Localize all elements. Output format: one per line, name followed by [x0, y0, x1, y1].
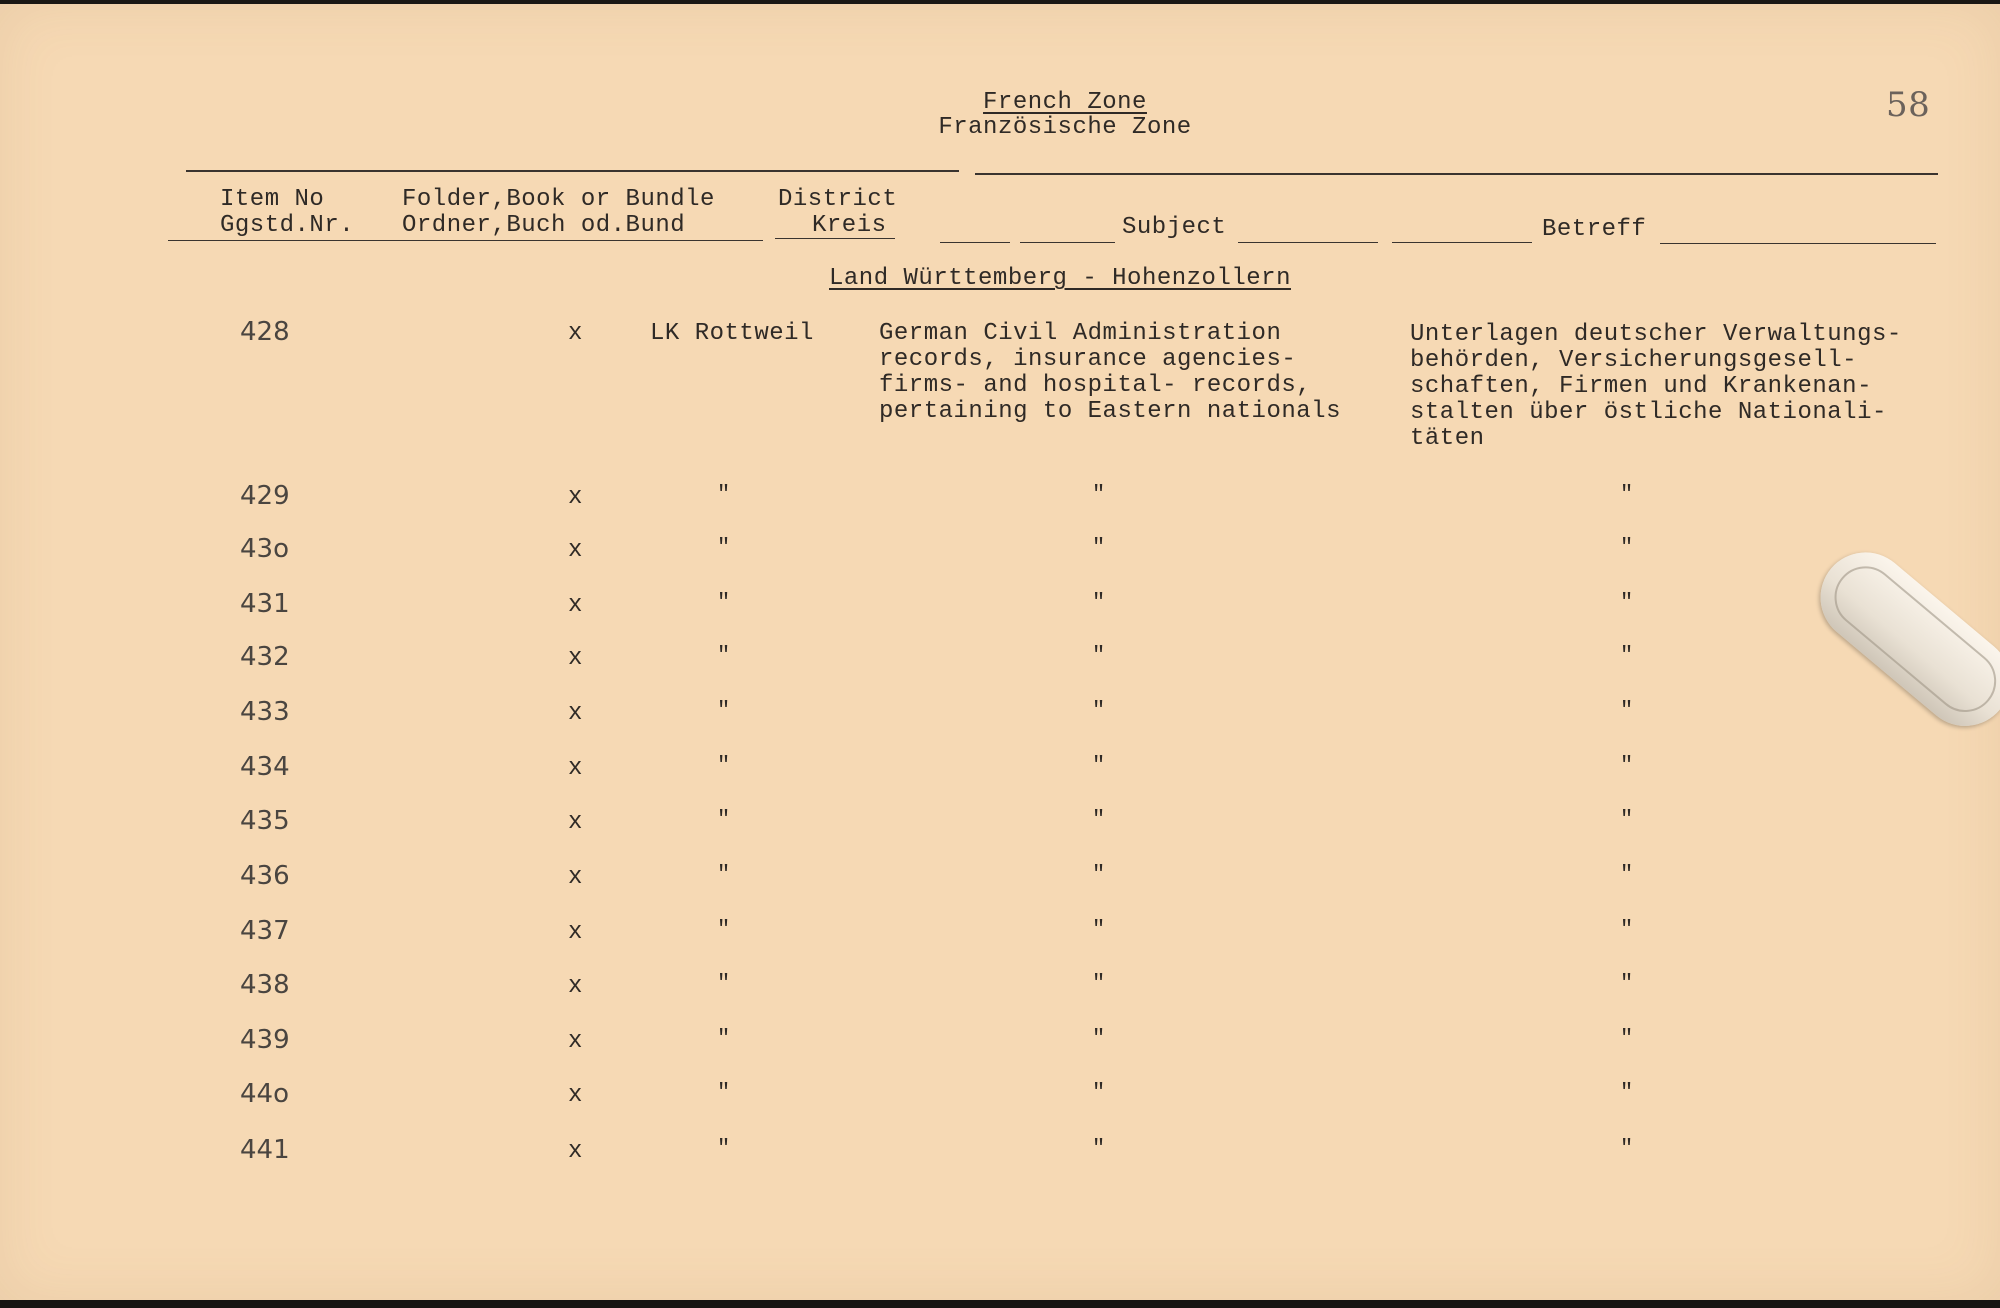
header-bottom-rule	[1392, 242, 1532, 243]
betreff-ditto: "	[1620, 807, 1634, 832]
betreff-ditto: "	[1620, 698, 1634, 723]
folder-mark: x	[568, 1138, 583, 1165]
folder-mark: x	[568, 864, 583, 891]
folder-mark: x	[568, 484, 583, 511]
district-ditto: "	[717, 482, 731, 507]
subject-line: German Civil Administration	[879, 320, 1282, 347]
subject-ditto: "	[1092, 590, 1106, 615]
subject-ditto: "	[1092, 482, 1106, 507]
betreff-line: behörden, Versicherungsgesell-	[1410, 347, 1858, 374]
betreff-ditto: "	[1620, 1026, 1634, 1051]
subject-ditto: "	[1092, 698, 1106, 723]
betreff-ditto: "	[1620, 1080, 1634, 1105]
column-header-folder-de: Ordner,Buch od.Bund	[402, 212, 686, 239]
district-ditto: "	[717, 1026, 731, 1051]
item-number: 439	[240, 1025, 290, 1055]
district-ditto: "	[717, 590, 731, 615]
bottom-edge	[0, 1300, 2000, 1308]
page-number: 58	[1886, 85, 1931, 125]
folder-mark: x	[568, 320, 583, 347]
subject-ditto: "	[1092, 1080, 1106, 1105]
district-ditto: "	[717, 535, 731, 560]
header-bottom-rule	[168, 240, 763, 241]
district-ditto: "	[717, 862, 731, 887]
folder-mark: x	[568, 645, 583, 672]
item-number: 44o	[240, 1079, 289, 1109]
item-number: 428	[240, 317, 290, 347]
betreff-ditto: "	[1620, 753, 1634, 778]
betreff-ditto: "	[1620, 862, 1634, 887]
betreff-ditto: "	[1620, 590, 1634, 615]
betreff-ditto: "	[1620, 482, 1634, 507]
item-number: 429	[240, 481, 290, 511]
betreff-line: täten	[1410, 425, 1485, 452]
subject-line: pertaining to Eastern nationals	[879, 398, 1341, 425]
header-bottom-rule	[1770, 243, 1936, 244]
page-title-de: Französische Zone	[938, 114, 1192, 141]
column-header-item-en: Item No	[220, 186, 325, 213]
subject-ditto: "	[1092, 1136, 1106, 1161]
item-number: 441	[240, 1135, 290, 1165]
header-bottom-rule	[775, 238, 895, 239]
betreff-ditto: "	[1620, 971, 1634, 996]
subject-ditto: "	[1092, 753, 1106, 778]
district-ditto: "	[717, 1080, 731, 1105]
section-title: Land Württemberg - Hohenzollern	[829, 265, 1291, 292]
folder-mark: x	[568, 755, 583, 782]
document-page	[0, 4, 2000, 1300]
header-bottom-rule	[1020, 242, 1115, 243]
column-header-subject: Subject	[1122, 214, 1227, 241]
folder-mark: x	[568, 592, 583, 619]
betreff-line: stalten über östliche Nationali-	[1410, 399, 1887, 426]
header-bottom-rule	[940, 242, 1010, 243]
folder-mark: x	[568, 537, 583, 564]
betreff-ditto: "	[1620, 535, 1634, 560]
item-number: 435	[240, 806, 290, 836]
betreff-line: Unterlagen deutscher Verwaltungs-	[1410, 321, 1902, 348]
subject-ditto: "	[1092, 917, 1106, 942]
betreff-ditto: "	[1620, 1136, 1634, 1161]
folder-mark: x	[568, 809, 583, 836]
page-title-en: French Zone	[983, 89, 1147, 116]
betreff-line: schaften, Firmen und Krankenan-	[1410, 373, 1872, 400]
district-ditto: "	[717, 643, 731, 668]
paper-clip-icon	[1802, 534, 2000, 744]
district-ditto: "	[717, 698, 731, 723]
subject-ditto: "	[1092, 807, 1106, 832]
subject-line: firms- and hospital- records,	[879, 372, 1312, 399]
column-header-district-de: Kreis	[812, 212, 887, 239]
betreff-ditto: "	[1620, 917, 1634, 942]
column-header-district-en: District	[778, 186, 898, 213]
header-top-rule-right	[975, 173, 1938, 175]
subject-ditto: "	[1092, 643, 1106, 668]
item-number: 434	[240, 752, 290, 782]
district-ditto: "	[717, 807, 731, 832]
item-number: 438	[240, 970, 290, 1000]
folder-mark: x	[568, 1028, 583, 1055]
subject-ditto: "	[1092, 971, 1106, 996]
district-ditto: "	[717, 917, 731, 942]
item-number: 433	[240, 697, 290, 727]
header-bottom-rule	[1238, 242, 1378, 243]
folder-mark: x	[568, 919, 583, 946]
district-cell: LK Rottweil	[650, 320, 814, 347]
subject-ditto: "	[1092, 862, 1106, 887]
column-header-folder-en: Folder,Book or Bundle	[402, 186, 715, 213]
subject-ditto: "	[1092, 1026, 1106, 1051]
item-number: 437	[240, 916, 290, 946]
folder-mark: x	[568, 1082, 583, 1109]
header-top-rule	[186, 170, 959, 172]
item-number: 43o	[240, 534, 289, 564]
folder-mark: x	[568, 700, 583, 727]
betreff-ditto: "	[1620, 643, 1634, 668]
column-header-item-de: Ggstd.Nr.	[220, 212, 355, 239]
folder-mark: x	[568, 973, 583, 1000]
item-number: 436	[240, 861, 290, 891]
header-bottom-rule	[1660, 243, 1770, 244]
subject-ditto: "	[1092, 535, 1106, 560]
district-ditto: "	[717, 1136, 731, 1161]
district-ditto: "	[717, 971, 731, 996]
item-number: 431	[240, 589, 290, 619]
item-number: 432	[240, 642, 290, 672]
district-ditto: "	[717, 753, 731, 778]
column-header-betreff: Betreff	[1542, 216, 1647, 243]
subject-line: records, insurance agencies-	[879, 346, 1297, 373]
